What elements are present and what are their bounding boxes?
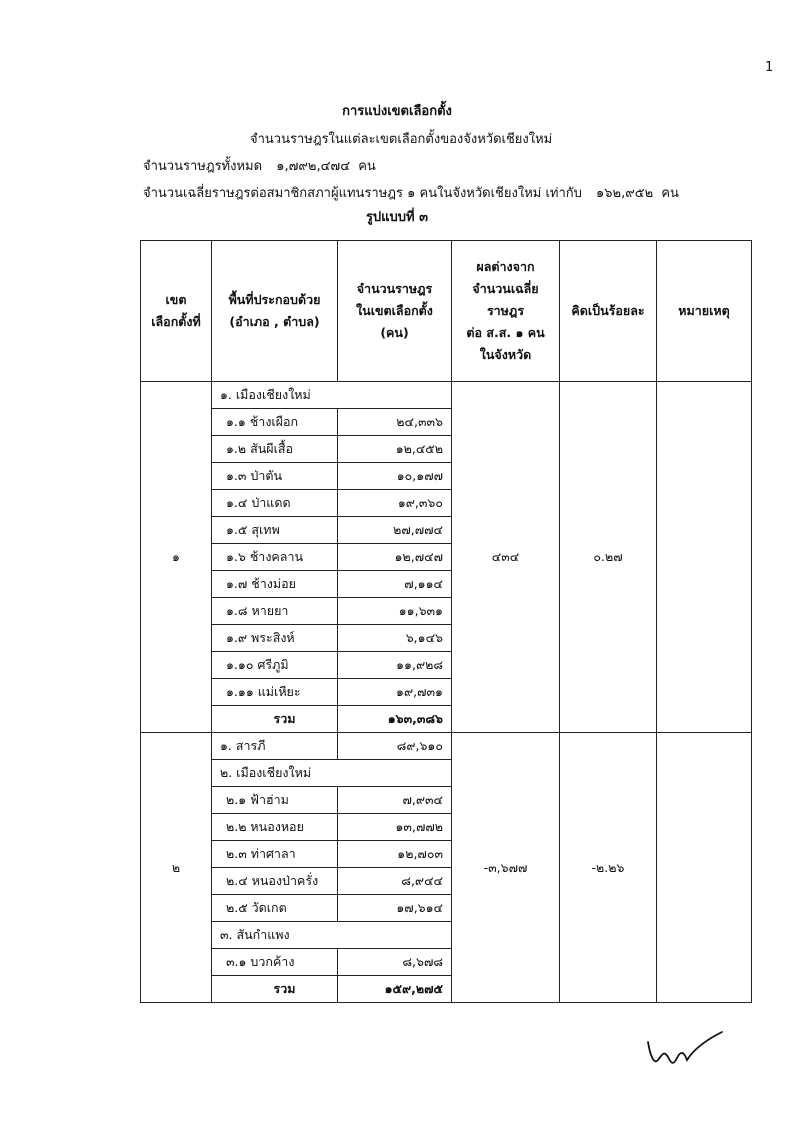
- average-population-line: [143, 182, 679, 203]
- subdistrict-population: ๑๙,๗๓๑: [338, 679, 452, 706]
- subdistrict-population: ๑๙,๓๖๐: [338, 490, 452, 517]
- percent-value: -๒.๒๖: [560, 733, 657, 1003]
- subdistrict-name: ๑.๖ ช้างคลาน: [212, 544, 338, 571]
- subdistrict-population: ๑๑,๖๓๑: [338, 598, 452, 625]
- subdistrict-population: ๗,๙๓๔: [338, 787, 452, 814]
- subdistrict-name: ๑.๑๐ ศรีภูมิ: [212, 652, 338, 679]
- subdistrict-population: ๑๓,๗๗๒: [338, 814, 452, 841]
- average-population-label: จำนวนเฉลี่ยราษฎรต่อสมาชิกสภาผู้แทนราษฎร ๑ คนในจังหวัดเชียงใหม่ เท่ากับ: [143, 186, 582, 201]
- subdistrict-population: ๒๔,๓๓๖: [338, 409, 452, 436]
- area-name: ๑. สารภี: [212, 733, 338, 760]
- subdistrict-population: ๑๗,๖๑๔: [338, 895, 452, 922]
- total-population-label: จำนวนราษฎรทั้งหมด: [143, 159, 263, 174]
- header-remark: หมายเหตุ: [657, 241, 752, 382]
- header-area: พื้นที่ประกอบด้วย (อำเภอ , ตำบล): [212, 241, 338, 382]
- remark-value: [657, 733, 752, 1003]
- subdistrict-name: ๑.๕ สุเทพ: [212, 517, 338, 544]
- table-row: [141, 382, 752, 409]
- subdistrict-name: ๒.๓ ท่าศาลา: [212, 841, 338, 868]
- subdistrict-name: ๓.๑ บวกค้าง: [212, 949, 338, 976]
- table-header-row: [141, 241, 752, 382]
- subdistrict-name: ๒.๔ หนองป่าครั่ง: [212, 868, 338, 895]
- subdistrict-population: ๑๒,๗๐๓: [338, 841, 452, 868]
- header-district: เขต เลือกตั้งที่: [141, 241, 212, 382]
- subdistrict-population: ๑๒,๔๕๒: [338, 436, 452, 463]
- table-body: [141, 382, 752, 1003]
- subdistrict-name: ๑.๑ ช้างเผือก: [212, 409, 338, 436]
- signature-mark: [640, 1030, 730, 1080]
- subdistrict-population: ๘,๙๔๔: [338, 868, 452, 895]
- sum-population: ๑๖๓,๓๘๖: [338, 706, 452, 733]
- subdistrict-name: ๑.๗ ช้างม่อย: [212, 571, 338, 598]
- sum-population: ๑๕๙,๒๗๕: [338, 976, 452, 1003]
- area-name: ๑. เมืองเชียงใหม่: [212, 382, 452, 409]
- header-percent: คิดเป็นร้อยละ: [560, 241, 657, 382]
- subdistrict-population: ๑๐,๑๗๗: [338, 463, 452, 490]
- document-title: การแบ่งเขตเลือกตั้ง: [342, 104, 452, 119]
- subdistrict-population: ๒๗,๗๗๔: [338, 517, 452, 544]
- table-row: [141, 733, 752, 760]
- remark-value: [657, 382, 752, 733]
- subdistrict-name: ๒.๒ หนองหอย: [212, 814, 338, 841]
- subdistrict-name: ๑.๙ พระสิงห์: [212, 625, 338, 652]
- document-subtitle: จำนวนราษฎรในแต่ละเขตเลือกตั้งของจังหวัดเชียงใหม่: [250, 132, 553, 147]
- difference-value: -๓,๖๗๗: [452, 733, 560, 1003]
- percent-value: ๐.๒๗: [560, 382, 657, 733]
- total-population-unit: คน: [358, 159, 376, 174]
- sum-label: รวม: [212, 706, 338, 733]
- district-table: [140, 240, 752, 1003]
- subdistrict-population: ๑๑,๙๒๘: [338, 652, 452, 679]
- subdistrict-name: ๒.๑ ฟ้าฮ่าม: [212, 787, 338, 814]
- area-name: ๒. เมืองเชียงใหม่: [212, 760, 452, 787]
- subdistrict-population: ๖,๑๔๖: [338, 625, 452, 652]
- difference-value: ๔๓๔: [452, 382, 560, 733]
- sum-label: รวม: [212, 976, 338, 1003]
- average-population-unit: คน: [661, 186, 679, 201]
- subdistrict-population: ๘,๖๗๘: [338, 949, 452, 976]
- header-difference: ผลต่างจาก จำนวนเฉลี่ย ราษฎร ต่อ ส.ส. ๑ คน ในจังหวัด: [452, 241, 560, 382]
- total-population-value: ๑,๗๙๒,๔๗๔: [276, 159, 351, 174]
- subdistrict-population: ๑๒,๗๔๗: [338, 544, 452, 571]
- district-number: ๑: [141, 382, 212, 733]
- model-heading: รูปแบบที่ ๓: [365, 210, 429, 225]
- subdistrict-name: ๑.๔ ป่าแดด: [212, 490, 338, 517]
- subdistrict-name: ๑.๓ ป่าตัน: [212, 463, 338, 490]
- subdistrict-name: ๑.๒ สันผีเสื้อ: [212, 436, 338, 463]
- area-name: ๓. สันกำแพง: [212, 922, 452, 949]
- header-population: จำนวนราษฎร ในเขตเลือกตั้ง (คน): [338, 241, 452, 382]
- total-population-line: [143, 155, 376, 176]
- subdistrict-name: ๒.๕ วัดเกต: [212, 895, 338, 922]
- page-number: 1: [765, 60, 774, 75]
- subdistrict-population: ๗,๑๑๔: [338, 571, 452, 598]
- subdistrict-name: ๑.๑๑ แม่เหียะ: [212, 679, 338, 706]
- district-number: ๒: [141, 733, 212, 1003]
- subdistrict-name: ๑.๘ หายยา: [212, 598, 338, 625]
- area-population: ๘๙,๖๑๐: [338, 733, 452, 760]
- average-population-value: ๑๖๒,๙๕๒: [596, 186, 654, 201]
